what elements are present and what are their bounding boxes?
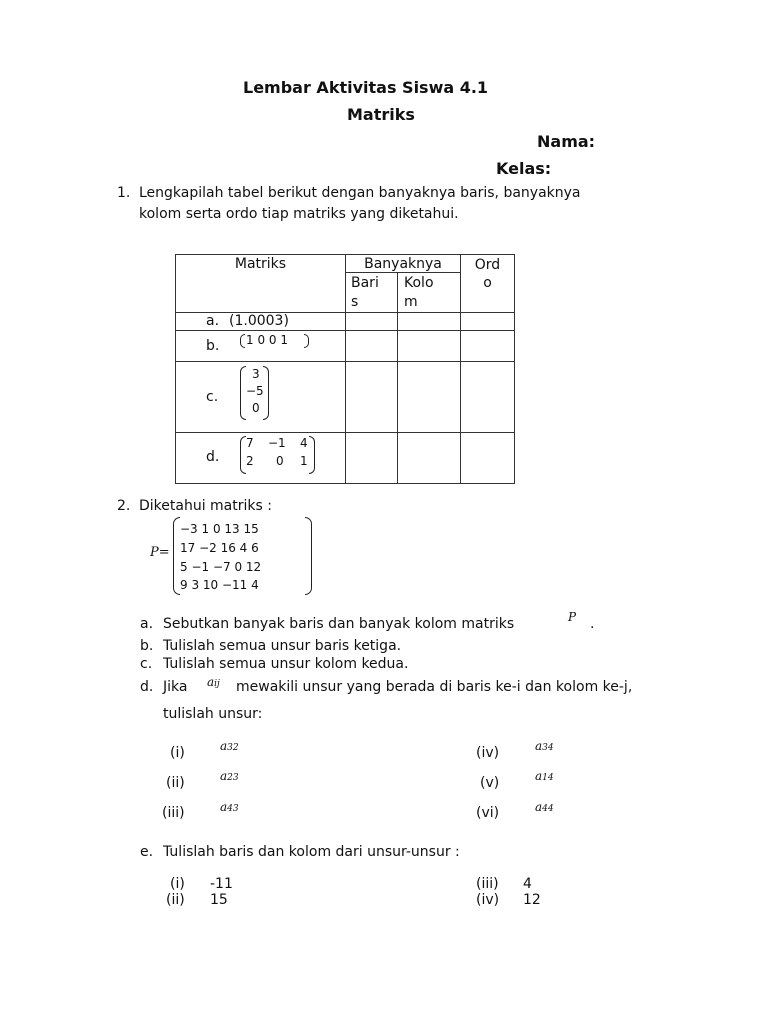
q2d-var-sub: ij: [214, 679, 220, 689]
matrix-table: [175, 254, 515, 484]
kelas-label: Kelas:: [496, 159, 552, 178]
q2-text: Diketahui matriks :: [139, 498, 272, 514]
e-item-4-num: (iv): [476, 892, 500, 908]
matrix-p-name: P=: [150, 545, 170, 560]
q2c-label: c.: [140, 656, 153, 672]
q2d-text-post: mewakili unsur yang berada di baris ke-i dan kolom ke-j,: [236, 679, 633, 695]
e-item-4-val: 12: [523, 892, 541, 908]
th-kolom-line1: Kolo: [404, 275, 434, 291]
row-d-r1c3: 4: [300, 436, 308, 450]
q2d-label: d.: [140, 679, 154, 695]
d-item-3-letter: a: [220, 800, 228, 814]
row-d-ordo: [461, 433, 515, 484]
row-b-matrix: [176, 331, 346, 362]
e-item-1-val: -11: [210, 876, 233, 892]
d-item-2-var: [220, 769, 239, 783]
d-item-4-var: [535, 739, 554, 753]
page-subtitle: Matriks: [347, 105, 415, 124]
th-ordo: [461, 255, 515, 313]
e-item-1-num: (i): [170, 876, 185, 892]
e-item-3-num: (iii): [476, 876, 499, 892]
row-c-v2: −5: [246, 384, 264, 398]
q1-text-line1: Lengkapilah tabel berikut dengan banyaknya baris, banyaknya: [139, 185, 581, 201]
matrix-p-right-paren: [305, 517, 312, 595]
matrix-p-row1: −3 1 0 13 15: [180, 522, 259, 536]
row-a-matrix: [176, 313, 346, 331]
row-c-v1: 3: [252, 367, 260, 381]
d-item-6-sub: 44: [542, 804, 554, 814]
d-item-1-num: (i): [170, 745, 185, 761]
row-b-ordo: [461, 331, 515, 362]
d-item-1-letter: a: [220, 739, 228, 753]
row-d-r1c2: −1: [268, 436, 286, 450]
d-item-3-num: (iii): [162, 805, 185, 821]
row-c-label: c.: [206, 389, 219, 405]
row-a-baris: [346, 313, 398, 331]
q2a-end: .: [590, 616, 595, 632]
row-d-r2c3: 1: [300, 454, 308, 468]
q2a-label: a.: [140, 616, 154, 632]
row-c-ordo: [461, 362, 515, 433]
row-b-baris: [346, 331, 398, 362]
q2d-text-pre: Jika: [163, 679, 188, 695]
row-d-r1c1: 7: [246, 436, 254, 450]
row-b-kolom: [398, 331, 461, 362]
row-c-right-paren: [263, 366, 269, 420]
row-d-r2c1: 2: [246, 454, 254, 468]
q2a-var: P: [568, 610, 577, 624]
d-item-2-num: (ii): [166, 775, 185, 791]
d-item-6-num: (vi): [476, 805, 500, 821]
d-item-5-sub: 14: [542, 773, 554, 783]
q2b-text: Tulislah semua unsur baris ketiga.: [163, 638, 402, 654]
page-title: Lembar Aktivitas Siswa 4.1: [243, 78, 489, 97]
row-a-ordo: [461, 313, 515, 331]
q2e-label: e.: [140, 844, 154, 860]
d-item-2-sub: 23: [227, 773, 239, 783]
d-item-1-sub: 32: [227, 743, 239, 753]
d-item-5-var: [535, 769, 554, 783]
d-item-4-num: (iv): [476, 745, 500, 761]
d-item-6-letter: a: [535, 800, 543, 814]
row-a-value: (1.0003): [229, 313, 289, 329]
row-d-label: d.: [206, 449, 220, 465]
d-item-1-var: [220, 739, 239, 753]
th-banyaknya: Banyaknya: [346, 255, 461, 273]
row-c-kolom: [398, 362, 461, 433]
q2d-text-line2: tulislah unsur:: [163, 706, 263, 722]
d-item-3-var: [220, 800, 239, 814]
row-b-value: 1 0 0 1: [246, 333, 288, 347]
d-item-5-letter: a: [535, 769, 543, 783]
row-c-matrix: [176, 362, 346, 433]
q2a-text: Sebutkan banyak baris dan banyak kolom matriks: [163, 616, 515, 632]
row-d-kolom: [398, 433, 461, 484]
q1-number: 1.: [117, 185, 131, 201]
th-kolom-line2: m: [404, 294, 418, 310]
row-a-label: a.: [206, 313, 220, 329]
th-ordo-line1: Ord: [474, 257, 501, 273]
e-item-3-val: 4: [523, 876, 532, 892]
q2e-text: Tulislah baris dan kolom dari unsur-unsur :: [163, 844, 460, 860]
q2b-label: b.: [140, 638, 154, 654]
d-item-2-letter: a: [220, 769, 228, 783]
row-b-left-paren: [240, 334, 245, 348]
row-b-label: b.: [206, 338, 220, 354]
e-item-2-val: 15: [210, 892, 228, 908]
row-b-right-paren: [304, 334, 309, 348]
th-baris: [346, 273, 398, 313]
nama-label: Nama:: [537, 132, 596, 151]
q2-number: 2.: [117, 498, 131, 514]
th-baris-line2: s: [351, 294, 359, 310]
q2d-var: [207, 675, 220, 689]
d-item-6-var: [535, 800, 554, 814]
matrix-p-row2: 17 −2 16 4 6: [180, 541, 259, 555]
row-a-kolom: [398, 313, 461, 331]
row-d-right-paren: [309, 436, 315, 474]
matrix-p-row3: 5 −1 −7 0 12: [180, 560, 262, 574]
e-item-2-num: (ii): [166, 892, 185, 908]
d-item-3-sub: 43: [227, 804, 239, 814]
q1-text-line2: kolom serta ordo tiap matriks yang diketahui.: [139, 206, 459, 222]
q2d-var-letter: a: [207, 675, 215, 689]
row-c-v3: 0: [252, 401, 260, 415]
row-d-matrix: [176, 433, 346, 484]
th-kolom: [398, 273, 461, 313]
d-item-5-num: (v): [480, 775, 500, 791]
matrix-p-row4: 9 3 10 −11 4: [180, 578, 259, 592]
row-d-baris: [346, 433, 398, 484]
row-d-r2c2: 0: [276, 454, 284, 468]
d-item-4-letter: a: [535, 739, 543, 753]
q2c-text: Tulislah semua unsur kolom kedua.: [163, 656, 409, 672]
d-item-4-sub: 34: [542, 743, 554, 753]
matrix-p-left-paren: [173, 517, 180, 595]
th-ordo-line2: o: [483, 275, 492, 291]
row-c-baris: [346, 362, 398, 433]
th-matriks: Matriks: [176, 255, 346, 313]
th-baris-line1: Bari: [351, 275, 379, 291]
